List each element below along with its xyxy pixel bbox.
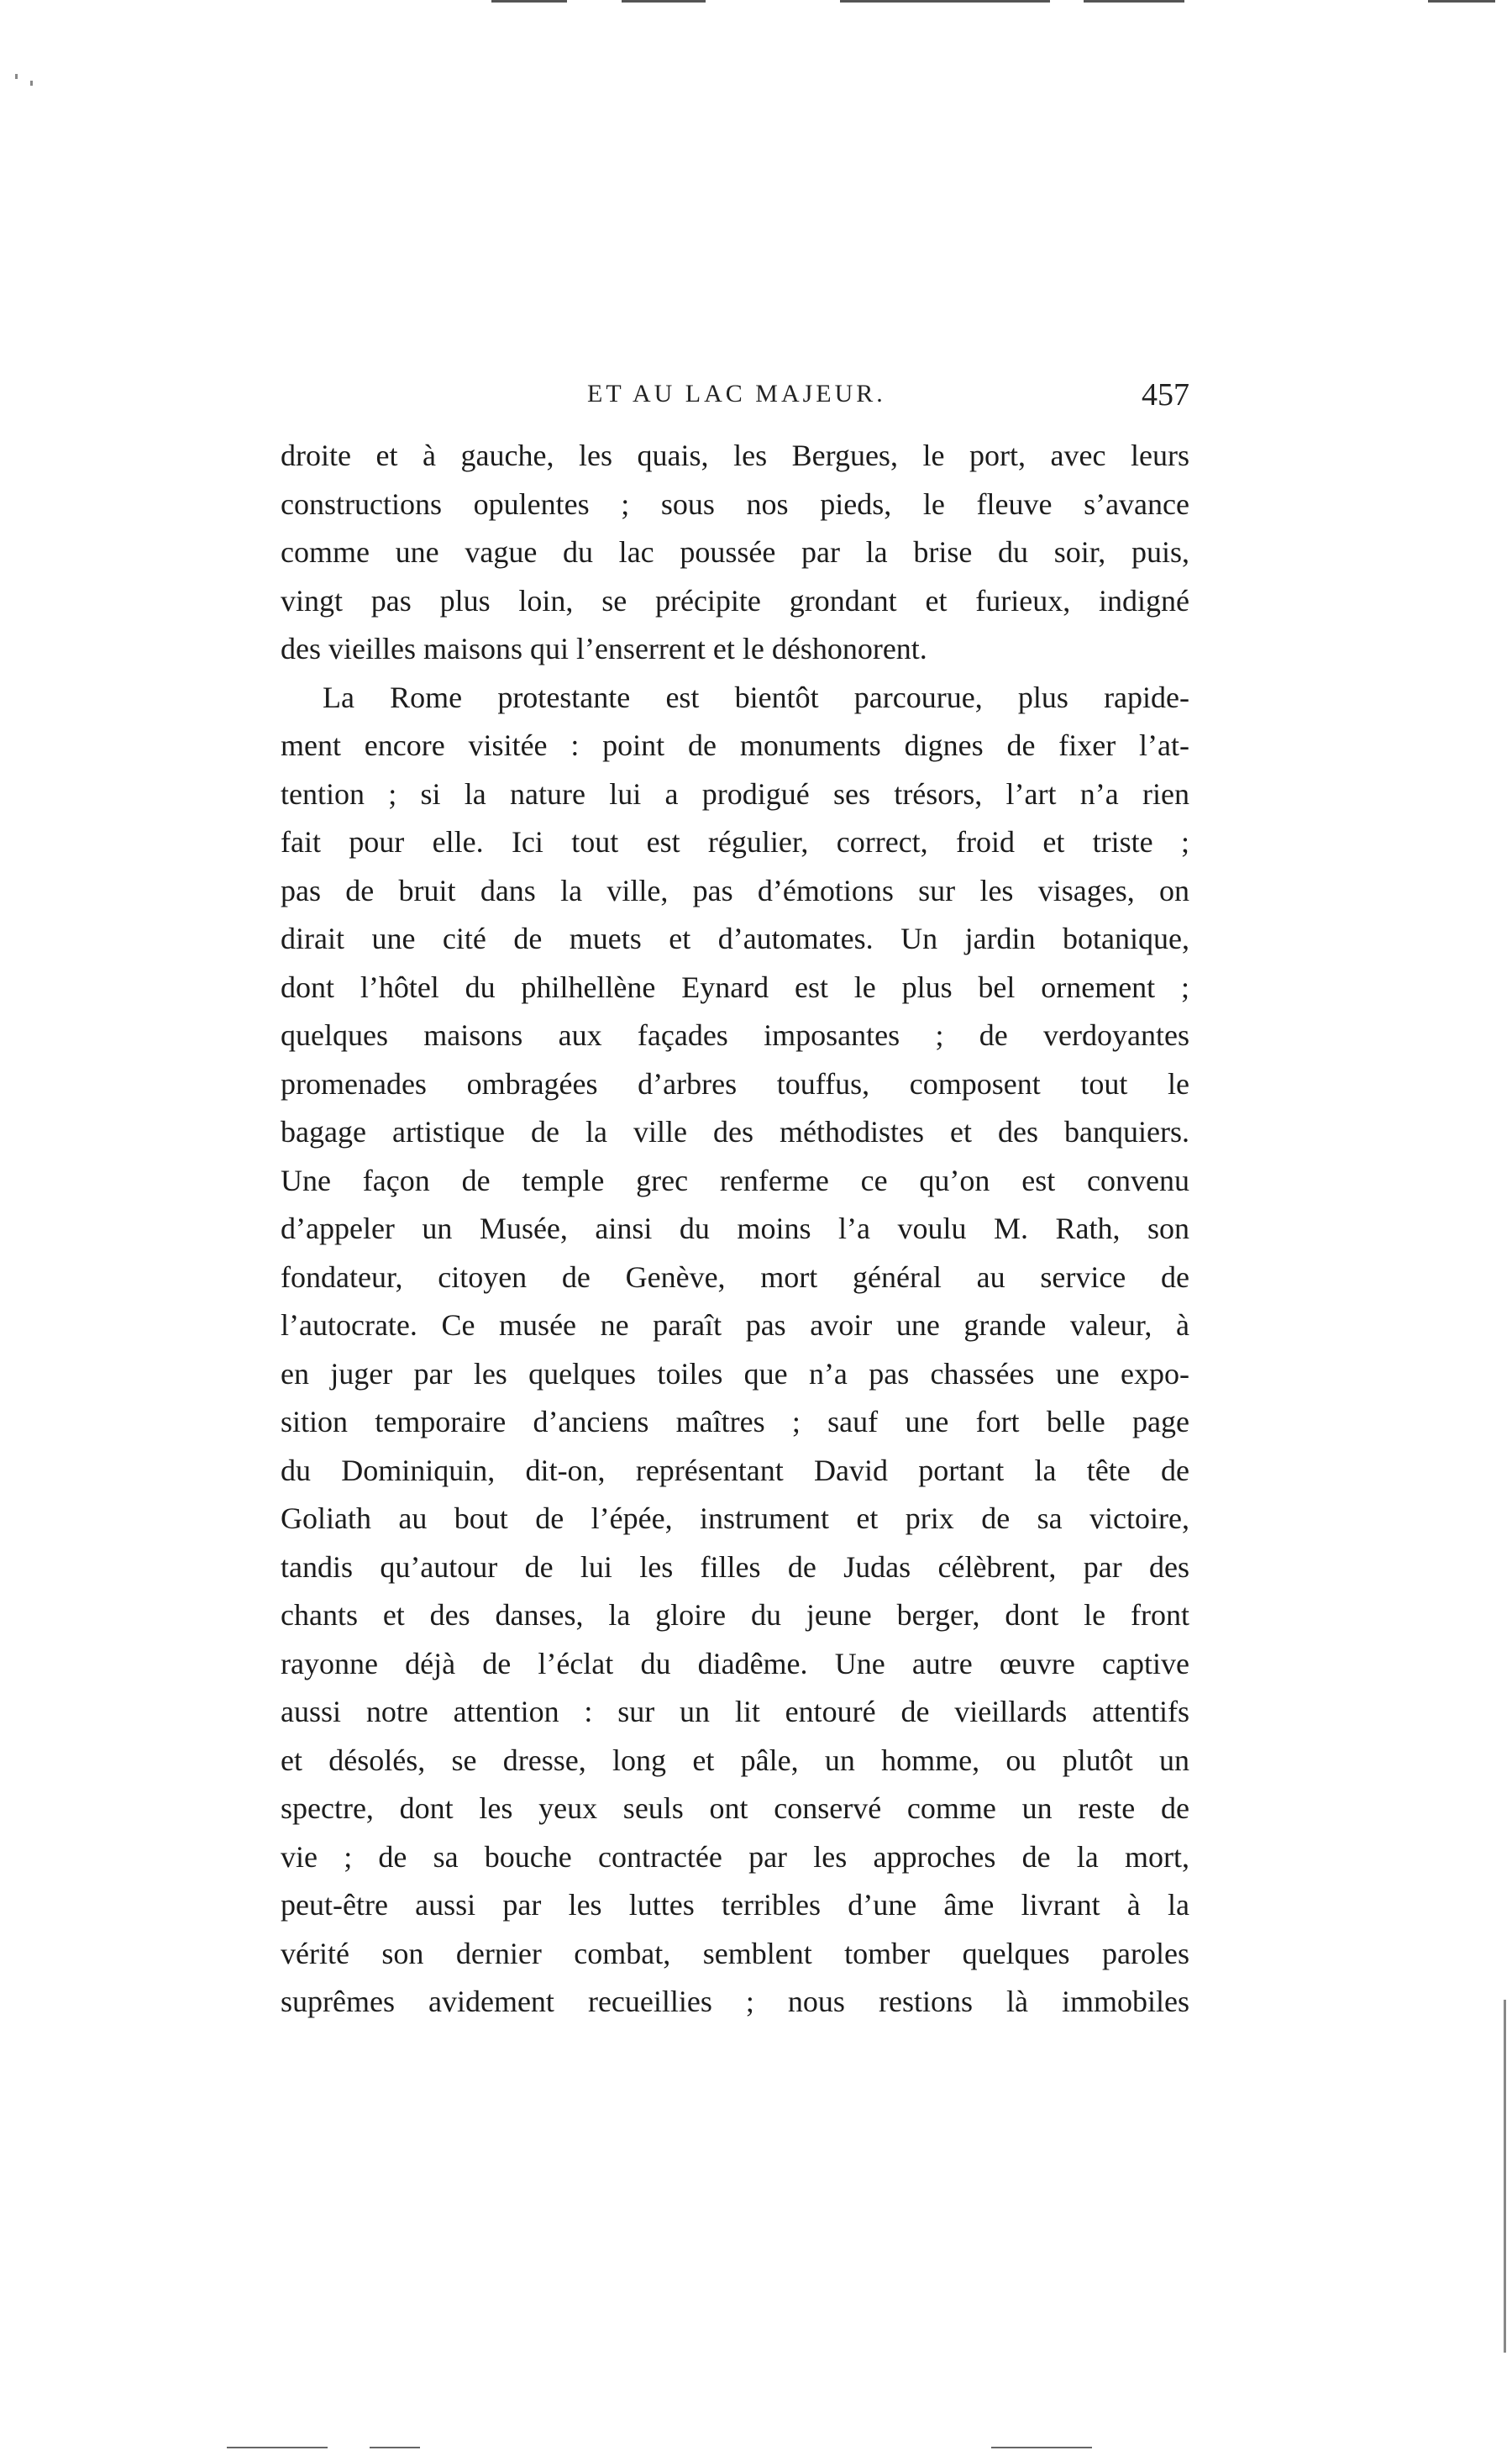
running-head [281, 376, 1189, 418]
text-line: vingt pas plus loin, se précipite grondant et furieux, indigné [281, 583, 1189, 618]
text-line: vérité son dernier combat, semblent tomber quelques paroles [281, 1936, 1189, 1970]
text-line: fait pour elle. Ici tout est régulier, correct, froid et triste ; [281, 825, 1189, 859]
text-line: Une façon de temple grec renferme ce qu’on est convenu [281, 1163, 1189, 1197]
text-line: rayonne déjà de l’éclat du diadême. Une autre œuvre captive [281, 1646, 1189, 1680]
text-line: quelques maisons aux façades imposantes ; de verdoyantes [281, 1018, 1189, 1052]
text-line: et désolés, se dresse, long et pâle, un homme, ou plutôt un [281, 1743, 1189, 1777]
top-edge-rule [622, 0, 706, 3]
text-line: droite et à gauche, les quais, les Bergues, le port, avec leurs [281, 439, 1189, 472]
bottom-edge-rule [227, 2447, 328, 2448]
text-line: pas de bruit dans la ville, pas d’émotions sur les visages, on [281, 873, 1189, 907]
body-text [281, 432, 1189, 2027]
top-edge-rule [1084, 0, 1184, 3]
left-edge-mark [30, 81, 33, 86]
right-edge-mark [1504, 2000, 1506, 2353]
left-edge-mark [15, 74, 18, 79]
text-line: du Dominiquin, dit-on, représentant David portant la tête de [281, 1453, 1189, 1487]
text-line: constructions opulentes ; sous nos pieds, le fleuve s’avance [281, 486, 1189, 521]
text-line: en juger par les quelques toiles que n’a pas chassées une expo- [281, 1356, 1189, 1391]
text-line: bagage artistique de la ville des méthodistes et des banquiers. [281, 1115, 1189, 1149]
text-line: spectre, dont les yeux seuls ont conservé comme un reste de [281, 1791, 1189, 1825]
running-title: ET AU LAC MAJEUR. [587, 380, 886, 408]
top-edge-rule [491, 0, 567, 3]
text-line: ment encore visitée : point de monuments dignes de fixer l’at- [281, 728, 1189, 762]
text-line: comme une vague du lac poussée par la brise du soir, puis, [281, 535, 1189, 569]
text-line: chants et des danses, la gloire du jeune berger, dont le front [281, 1598, 1189, 1632]
text-line: vie ; de sa bouche contractée par les approches de la mort, [281, 1839, 1189, 1874]
text-line: d’appeler un Musée, ainsi du moins l’a voulu M. Rath, son [281, 1212, 1189, 1245]
bottom-edge-rule [991, 2447, 1092, 2448]
top-edge-rule [1428, 0, 1495, 3]
page-number: 457 [1142, 377, 1189, 413]
text-line: des vieilles maisons qui l’enserrent et le déshonorent. [281, 632, 927, 665]
text-line: La Rome protestante est bientôt parcourue, plus rapide- [323, 680, 1189, 714]
bottom-edge-rule [370, 2447, 420, 2448]
text-line: dont l’hôtel du philhellène Eynard est le plus bel ornement ; [281, 970, 1189, 1004]
text-line: dirait une cité de muets et d’automates. Un jardin botanique, [281, 922, 1189, 955]
text-line: suprêmes avidement recueillies ; nous restions là immobiles [281, 1985, 1189, 2018]
text-line: l’autocrate. Ce musée ne paraît pas avoir une grande valeur, à [281, 1308, 1189, 1342]
text-line: aussi notre attention : sur un lit entouré de vieillards attentifs [281, 1695, 1189, 1728]
text-line: fondateur, citoyen de Genève, mort général au service de [281, 1259, 1189, 1294]
text-line: tention ; si la nature lui a prodigué ses trésors, l’art n’a rien [281, 776, 1189, 811]
text-line: tandis qu’autour de lui les filles de Judas célèbrent, par des [281, 1549, 1189, 1584]
text-line: Goliath au bout de l’épée, instrument et prix de sa victoire, [281, 1501, 1189, 1535]
text-line: peut-être aussi par les luttes terribles d’une âme livrant à la [281, 1888, 1189, 1922]
top-edge-rule [840, 0, 1050, 3]
text-line: promenades ombragées d’arbres touffus, composent tout le [281, 1066, 1189, 1101]
text-line: sition temporaire d’anciens maîtres ; sauf une fort belle page [281, 1405, 1189, 1438]
